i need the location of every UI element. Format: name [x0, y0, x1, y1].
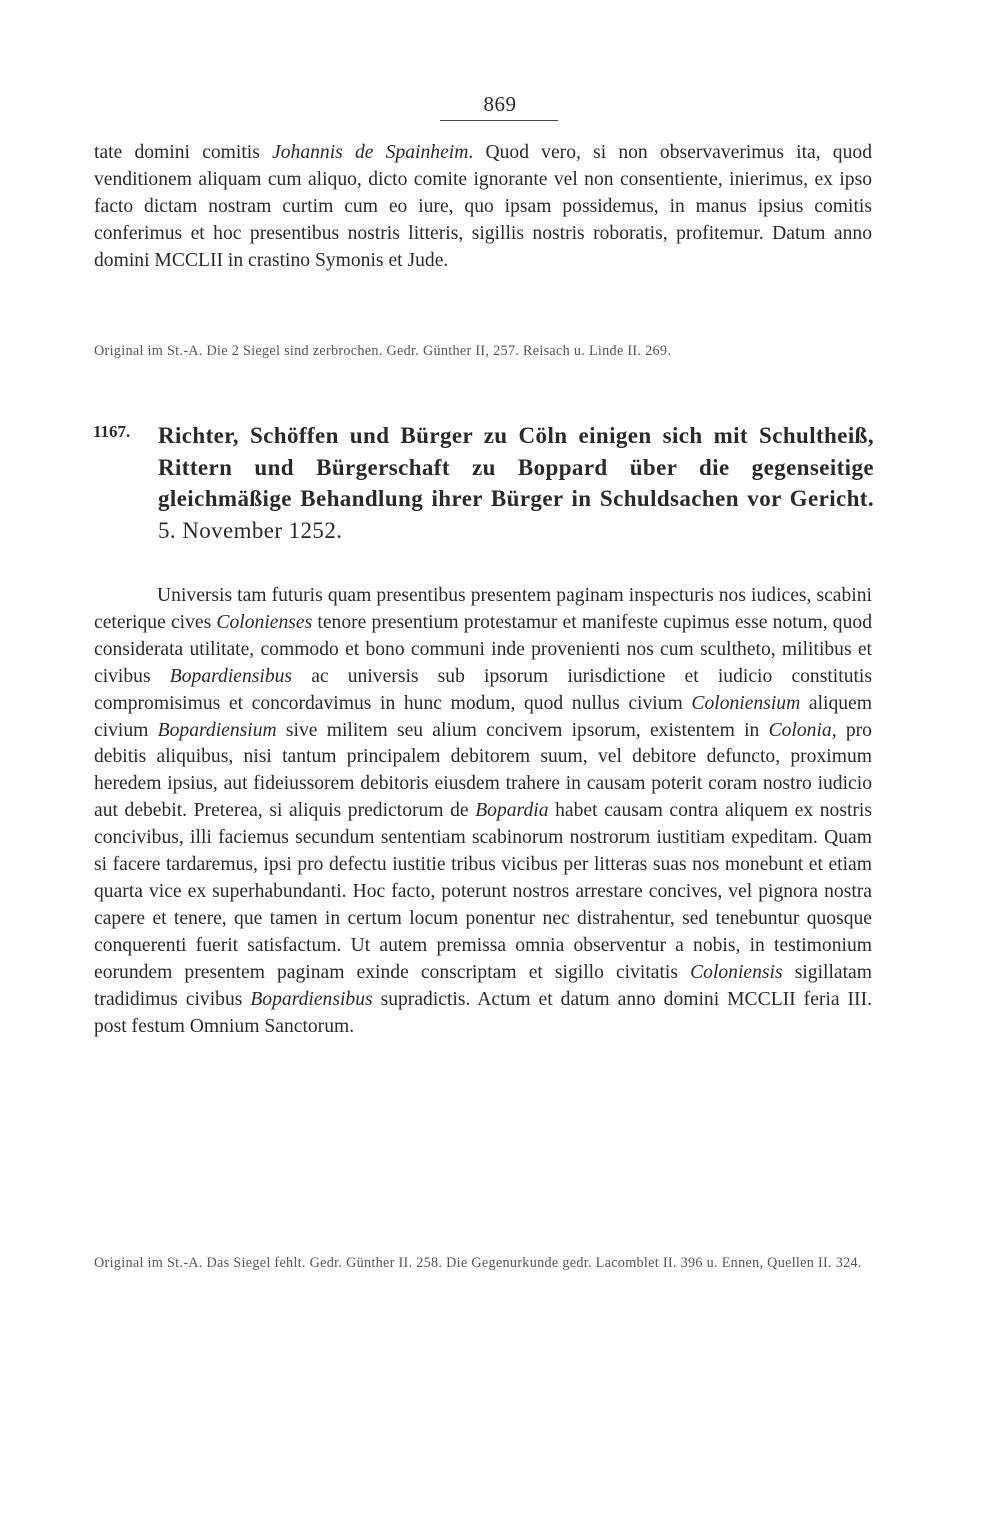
- page-number: 869: [483, 92, 517, 116]
- body-text-9: supradictis. Actum et datum anno domini MCCLII feria III. post festum Omnium Sanctorum.: [94, 988, 872, 1037]
- document-title: [158, 420, 874, 546]
- document-date: 5. November 1252.: [158, 517, 343, 543]
- body-text-1: Universis tam futuris quam presentibus presentem paginam inspecturis nos iudices, scabini ceterique cives: [94, 585, 872, 633]
- body-italic-1: Colonienses: [216, 611, 313, 633]
- previous-text-1: tate domini comitis: [94, 142, 273, 163]
- body-text-3: ac universis sub ipsorum iurisdictione et iudicio constitutis compromisimus et concordavimus in hunc modum, quod nullus civium: [94, 665, 872, 714]
- document-title-text: Richter, Schöffen und Bürger zu Cöln einigen sich mit Schultheiß, Rittern und Bürgerschaft zu Boppard über die gegenseitige gleichmäßige Behandlung ihrer Bürger in Schuldsachen vor Gericht.: [158, 423, 874, 511]
- previous-document-ending: [94, 140, 872, 275]
- body-italic-3: Coloniensium: [691, 692, 801, 714]
- page-number-rule: [440, 120, 558, 121]
- document-body: [94, 583, 872, 1040]
- previous-person-name: Johannis de Spainheim: [272, 142, 469, 163]
- body-text-7: habet causam contra aliquem ex nostris concivibus, illi faciemus secundum sententiam scabinorum nostrorum iustitiam expeditam. Quam si facere tardaremus, ipsi pro defectu iustitie tribus vicibus per litteras suas nos monebunt et etiam quarta vice ex superhabundanti. Hoc facto, poterunt nostros arrestare concives, vel pignora nostra capere et tenere, que tamen in certum locum ponentur nec distrahentur, sed tenebuntur quosque conquerenti fuerit satisfactum. Ut autem premissa omnia observentur a nobis, in testimonium eorundem presentem paginam exinde conscriptam et sigillo civitatis: [94, 800, 872, 983]
- body-italic-8: Bopardiensibus: [250, 988, 373, 1010]
- body-italic-7: Coloniensis: [690, 961, 783, 983]
- body-italic-4: Bopardiensium: [157, 719, 277, 741]
- body-italic-5: Colonia: [768, 719, 832, 741]
- previous-text-2: . Quod vero, si non observaverimus ita, quod venditionem aliquam cum aliquo, dicto comite ignorante vel non consentiente, inierimus, ex ipso facto dictam nostram curtim cum eo iure, quo ipsam possidemus, in manus ipsius comitis conferimus et hoc presentibus nostris litteris, sigillis nostris roboratis, profitemur. Datum anno domini MCCLII in crastino Symonis et Jude.: [94, 142, 872, 271]
- body-italic-6: Bopardia: [475, 800, 549, 822]
- body-text-6: , pro debitis aliquibus, nisi tantum principalem debitorem suum, vel debitore defuncto, proximum heredem ipsius, aut fideiussorem debitoris eiusdem trahere in causam poterit coram nostro iudicio aut debebit. Preterea, si aliquis predictorum de: [94, 719, 872, 822]
- previous-source-note: Original im St.-A. Die 2 Siegel sind zerbrochen. Gedr. Günther II, 257. Reisach u. Linde II. 269.: [94, 343, 672, 359]
- body-text-4: aliquem civium: [94, 692, 872, 741]
- body-text-5: sive militem seu alium concivem ipsorum, existentem in: [276, 719, 769, 741]
- document-number: 1167.: [93, 422, 131, 441]
- document-source-note: Original im St.-A. Das Siegel fehlt. Gedr. Günther II. 258. Die Gegenurkunde gedr. Lacomblet II. 396 u. Ennen, Quellen II. 324.: [94, 1255, 862, 1271]
- body-italic-2: Bopardiensibus: [169, 665, 293, 687]
- body-text-8: sigillatam tradidimus civibus: [94, 961, 872, 1010]
- body-text-2: tenore presentium protestamur et manifeste cupimus esse notum, quod considerata utilitate, commodo et bono communi inde provenienti nos cum scultheto, militibus et civibus: [94, 611, 872, 687]
